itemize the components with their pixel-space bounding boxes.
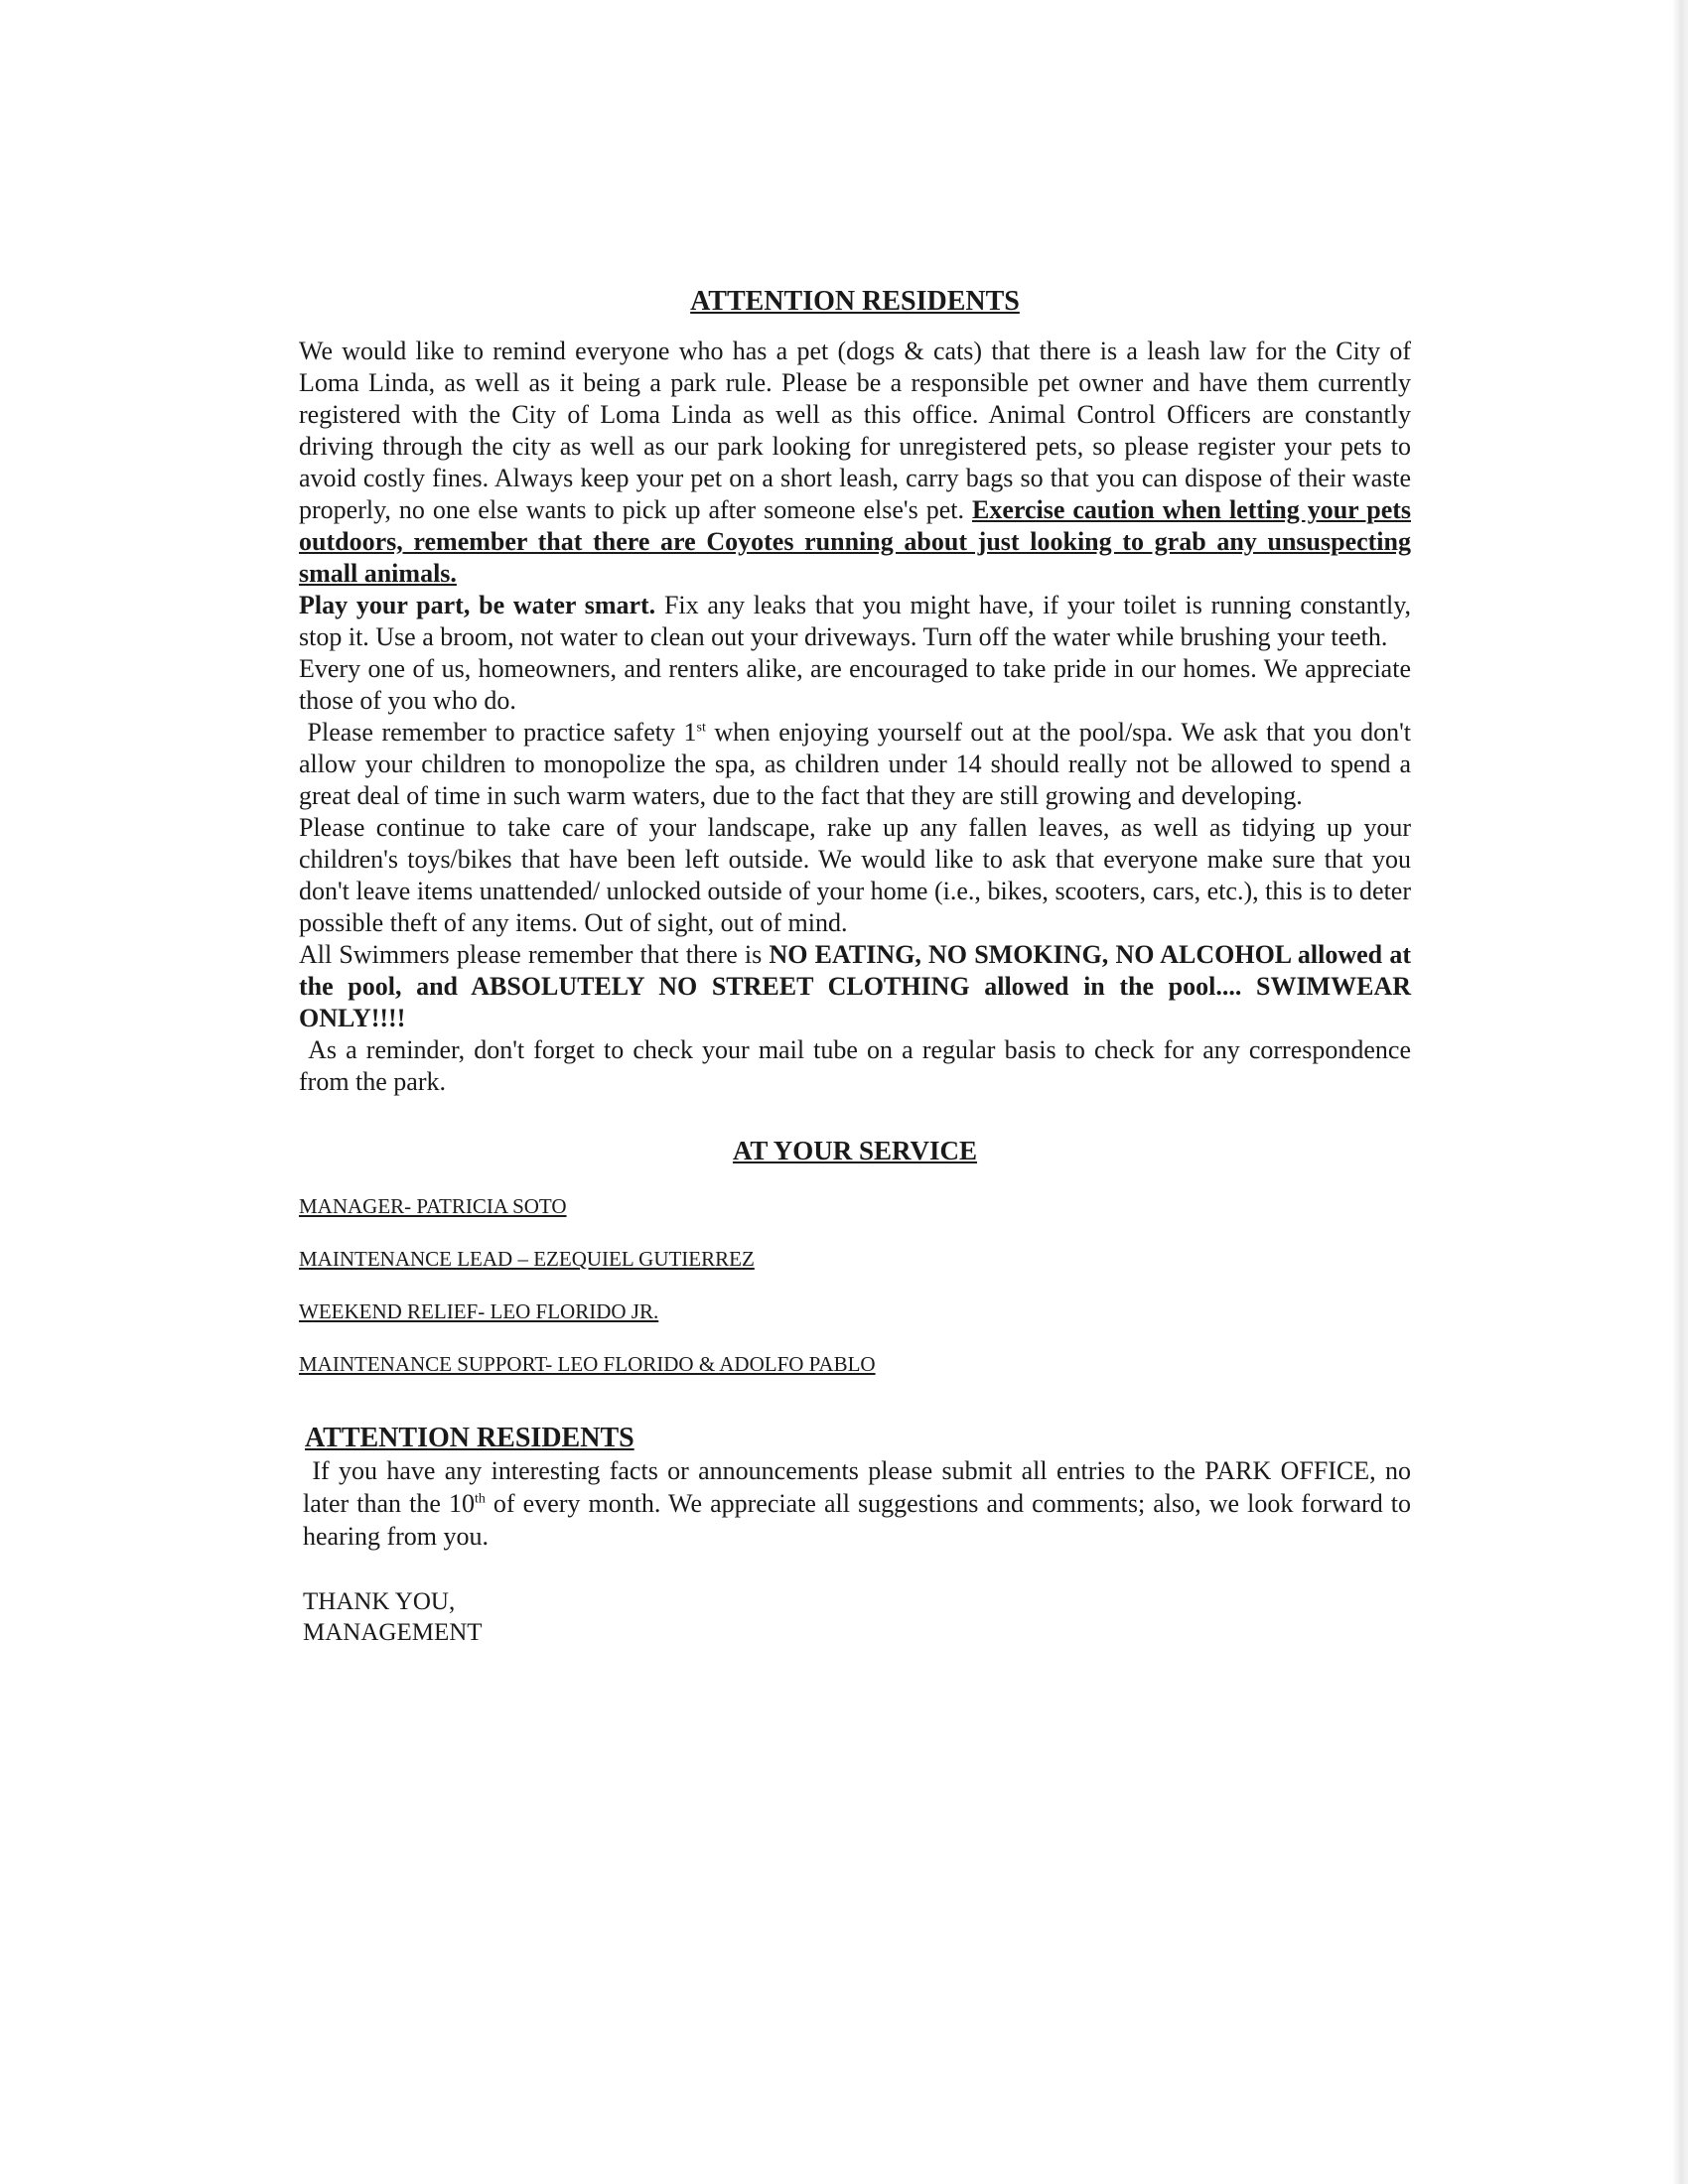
- notice-body: [299, 336, 1411, 1098]
- pets-text: We would like to remind everyone who has a pet (dogs & cats) that there is a leash law for the City of Loma Linda, as well as it being a park rule. Please be a responsible pet owner and have them currently registered with the City of Loma Linda as well as this office. Animal Control Officers are constantly driving through the city as well as our park looking for unregistered pets, so please register your pets to avoid costly fines. Always keep your pet on a short leash, carry bags so that you can dispose of their waste properly, no one else wants to pick up after someone else's pet.: [299, 337, 1411, 524]
- newsletter-page: [299, 284, 1411, 1648]
- signoff: [303, 1586, 1411, 1648]
- submissions-paragraph: [303, 1454, 1411, 1553]
- submissions-title: ATTENTION RESIDENTS: [305, 1423, 634, 1453]
- safety-text-after: when enjoying yourself out at the pool/spa. We ask that you don't allow your children to monopolize the spa, as children under 14 should really not be allowed to spend a great deal of time in such warm waters, due to the fact that they are still growing and developing.: [299, 718, 1412, 810]
- pets-paragraph: [299, 336, 1411, 590]
- pride-paragraph: Every one of us, homeowners, and renters alike, are encouraged to take pride in our homes. We appreciate those of you who do.: [299, 654, 1411, 715]
- scan-edge-shadow: [1672, 0, 1688, 2184]
- coyote-warning: Exercise caution when letting your pets outdoors, remember that there are Coyotes running about just looking to grab any unsuspecting small animals.: [299, 495, 1412, 588]
- mail-paragraph: [299, 1034, 1411, 1098]
- service-title: AT YOUR SERVICE: [732, 1136, 978, 1165]
- staff-maintenance-lead: MAINTENANCE LEAD – EZEQUIEL GUTIERREZ: [299, 1247, 755, 1271]
- page-title: ATTENTION RESIDENTS: [690, 286, 1020, 317]
- pool-intro: All Swimmers please remember that there is: [299, 940, 770, 969]
- staff-list: [299, 1193, 1411, 1377]
- water-text: Fix any leaks that you might have, if your toilet is running constantly, stop it. Use a broom, not water to clean out your driveways. Turn off the water while brushing your teeth.: [299, 591, 1412, 651]
- landscape-paragraph: Please continue to take care of your landscape, rake up any fallen leaves, as well as tidying up your children's toys/bikes that have been left outside. We would like to ask that everyone make sure that you don't leave items unattended/ unlocked outside of your home (i.e., bikes, scooters, cars, etc.), this is to deter possible theft of any items. Out of sight, out of mind.: [299, 813, 1411, 937]
- mail-text: As a reminder, don't forget to check your mail tube on a regular basis to check for any correspondence from the park.: [299, 1035, 1411, 1096]
- staff-maintenance-support: MAINTENANCE SUPPORT- LEO FLORIDO & ADOLFO PABLO: [299, 1352, 876, 1376]
- submissions-text-after: of every month. We appreciate all suggestions and comments; also, we look forward to hearing from you.: [303, 1489, 1412, 1551]
- pool-rules: NO EATING, NO SMOKING, NO ALCOHOL allowed at the pool, and ABSOLUTELY NO STREET CLOTHING allowed in the pool.... SWIMWEAR ONLY!!!!: [299, 940, 1411, 1032]
- submissions-text-before: If you have any interesting facts or announcements please submit all entries to the PARK OFFICE, no later than the 10: [303, 1456, 1411, 1518]
- submissions-ordinal: th: [474, 1491, 486, 1507]
- safety-text-before: Please remember to practice safety 1: [307, 718, 697, 747]
- water-lead: Play your part, be water smart.: [299, 591, 656, 619]
- safety-ordinal: st: [696, 720, 706, 736]
- water-paragraph: [299, 590, 1411, 653]
- staff-weekend-relief: WEEKEND RELIEF- LEO FLORIDO JR.: [299, 1299, 659, 1323]
- signoff-management: MANAGEMENT: [303, 1619, 483, 1646]
- signoff-thanks: THANK YOU,: [303, 1588, 456, 1615]
- safety-paragraph: [299, 717, 1411, 812]
- pool-paragraph: [299, 939, 1411, 1034]
- staff-manager: MANAGER- PATRICIA SOTO: [299, 1194, 567, 1218]
